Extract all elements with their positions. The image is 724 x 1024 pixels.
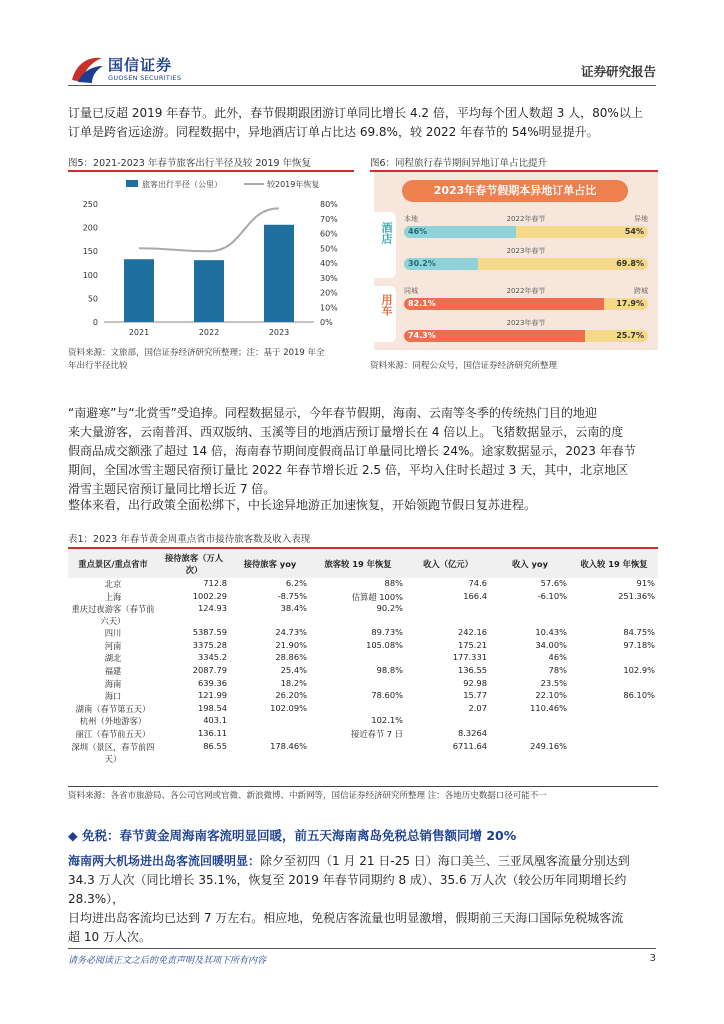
table-cell: 福建 (104, 665, 122, 676)
row-year: 2022年春节 (506, 287, 546, 295)
company-logo (70, 52, 210, 88)
table-cell: 178.46% (270, 740, 307, 751)
y-left-tick: 100 (82, 270, 98, 280)
row-year: 2023年春节 (506, 247, 546, 255)
table-cell: 海南 (104, 678, 122, 689)
intro-paragraph (68, 104, 658, 142)
table-cell (570, 715, 658, 728)
table-cell: 15.77 (463, 690, 487, 701)
table-cell (570, 741, 658, 765)
x-axis-ticks (129, 328, 289, 337)
table-cell: 91% (636, 578, 655, 588)
x-tick: 2021 (128, 328, 150, 337)
car-tag-box (374, 286, 396, 342)
y-right-tick: 20% (320, 288, 338, 298)
table-cell: 重庆过夜游客（春节前六天） (71, 604, 155, 627)
table-cell: 639.36 (197, 677, 227, 688)
table1-caption: 表1：2023 年春节黄金周重点省市接待旅客数及收入表现 (68, 534, 311, 545)
row-left-value: 82.1% (408, 299, 436, 308)
table-cell: 124.93 (197, 603, 227, 614)
table-row (68, 603, 658, 627)
table-cell: 丽江（春节前五天） (75, 728, 151, 739)
table-cell (310, 703, 406, 716)
table-cell: 24.73% (275, 627, 307, 638)
paragraph-summary: 整体来看，出行政策全面松绑下，中长途异地游正加速恢复，开始领跑节假日复苏进程。 (68, 498, 537, 512)
table-cell: 89.73% (371, 627, 403, 638)
bar-2023 (264, 225, 294, 322)
bar-2021 (124, 259, 154, 322)
table-cell: 110.46% (530, 702, 567, 713)
table-cell: 四川 (104, 628, 122, 639)
table-cell: 杭州（外地游客） (79, 716, 147, 727)
car-tag: 用车 (380, 294, 393, 316)
hotel-tag: 酒店 (380, 222, 393, 244)
table-cell: 38.4% (280, 603, 307, 614)
table-cell: 河南 (104, 640, 122, 651)
fig6-source: 资料来源：同程公众号，国信证券经济研究所整理 (370, 361, 558, 371)
table-row (68, 640, 658, 653)
table-cell: 242.16 (457, 627, 487, 638)
logo-cn-text: 国信证券 (108, 56, 173, 74)
table-cell (570, 652, 658, 665)
table-cell (406, 603, 490, 627)
table-cell: 97.18% (623, 639, 655, 650)
y-left-tick: 50 (87, 294, 98, 304)
fig6-banner: 2023年春节假期本异地订单占比 (402, 180, 628, 202)
legend-label-bar: 旅客出行半径（公里） (142, 180, 222, 189)
table-cell: -8.75% (277, 590, 307, 601)
y-left-tick: 200 (82, 223, 98, 233)
y-right-tick: 30% (320, 273, 338, 283)
table-cell: 74.6 (468, 578, 487, 588)
bar-series (124, 225, 294, 322)
table-cell: 22.10% (535, 690, 567, 701)
y-right-tick: 40% (320, 259, 338, 268)
table-cell: 34.00% (535, 639, 567, 650)
footer-divider (68, 948, 656, 949)
table-cell: 26.20% (275, 690, 307, 701)
table-cell: 166.4 (463, 590, 487, 601)
table-cell: 湖北 (104, 653, 122, 664)
table-row (68, 678, 658, 691)
table-cell: 46% (548, 652, 567, 663)
hainan-lead: 海南两大机场进出岛客流回暖明显： (68, 854, 261, 868)
y-left-tick: 0 (92, 318, 98, 327)
fig6-row (404, 246, 648, 276)
row-year: 2022年春节 (506, 215, 546, 223)
table-row (68, 578, 658, 591)
recovery-line (139, 208, 279, 251)
table-cell: 21.90% (275, 639, 307, 650)
x-tick: 2023 (268, 328, 290, 337)
fig5-chart (68, 174, 358, 344)
y-right-tick: 80% (320, 200, 338, 209)
table-cell: 25.4% (280, 664, 307, 675)
table-cell: 105.08% (366, 639, 403, 650)
table-cell: 18.2% (280, 677, 307, 688)
table-cell: 102.09% (270, 702, 307, 713)
table-cell: 98.8% (376, 664, 403, 675)
table-cell: 57.6% (540, 578, 567, 588)
table-cell: 86.10% (623, 690, 655, 701)
para2-line-4: 期间，全国冰雪主题民宿预订量比 2022 年春节增长近 2.5 倍，平均入住时长超过 3 天，其中，北京地区 (68, 463, 629, 477)
table-cell: 6.2% (285, 578, 307, 588)
table-header-row (68, 548, 658, 578)
table-cell: 90.2% (376, 603, 403, 614)
tourism-table (68, 547, 658, 765)
table-cell: 102.9% (623, 664, 655, 675)
table-cell: 2.07 (468, 702, 487, 713)
table-cell (310, 652, 406, 665)
fig6-row (404, 214, 648, 244)
row-right-value: 17.9% (616, 299, 644, 308)
table-cell: 湖南（春节第五天） (75, 703, 151, 714)
table-cell: 177.331 (452, 652, 487, 663)
legend-label-line: 较2019年恢复 (267, 180, 320, 189)
table-cell: 78.60% (371, 690, 403, 701)
row-left-label: 本地 (404, 215, 418, 223)
table-cell: 88% (384, 578, 403, 588)
table1-source: 资料来源：各省市旅游局、各公司官网或官微、新浪微博、中新网等，国信证券经济研究所整理 注：各地历史数据口径可能不一 (68, 791, 547, 801)
table-cell: 251.36% (618, 590, 655, 601)
table-cell: -6.10% (537, 590, 567, 601)
fig6-row (404, 318, 648, 348)
table-cell: 249.16% (530, 740, 567, 751)
y-right-tick: 0% (320, 318, 333, 327)
table-cell (406, 715, 490, 728)
col-header: 接待旅客（万人次） (158, 548, 230, 578)
hotel-tag-box (374, 212, 396, 278)
table-cell: 8.3264 (457, 727, 487, 738)
footer-disclaimer: 请务必阅读正文之后的免责声明及其项下所有内容 (68, 956, 267, 966)
paragraph-hainan (68, 852, 658, 947)
table-cell: 121.99 (197, 690, 227, 701)
hainan-line-2: 34.3 万人次（同比增长 35.1%，恢复至 2019 年春节同期约 8 成）、35.6 万人次（较公历年同期增长约 28.3%）， (68, 873, 627, 906)
fig6-infographic (374, 172, 658, 350)
table-cell (570, 728, 658, 741)
para2-line-1: “南避寒”与“北赏雪”受追捧。同程数据显示，今年春节假期，海南、云南等冬季的传统热门目的地迎 (68, 406, 597, 420)
table-cell (310, 741, 406, 765)
table-cell: 28.86% (275, 652, 307, 663)
y-right-tick: 10% (320, 303, 338, 313)
table-row (68, 690, 658, 703)
table-cell: 23.5% (540, 677, 567, 688)
table-cell: 2087.79 (192, 664, 227, 675)
table-cell: 102.1% (371, 715, 403, 726)
col-header: 收入（亿元） (406, 548, 490, 578)
table-row (68, 591, 658, 604)
hainan-line-3: 日均进出岛客流均已达到 7 万左右。相应地，免税店客流量也明显激增，假期前三天海口国际免税城客流 (68, 911, 624, 925)
bar-2022 (194, 260, 224, 322)
table-row (68, 652, 658, 665)
row-left-value: 74.3% (408, 331, 436, 340)
table-cell: 84.75% (623, 627, 655, 638)
chart-legend (126, 179, 319, 189)
table-row (68, 728, 658, 741)
table-cell (570, 703, 658, 716)
table-cell (490, 728, 570, 741)
table-cell: 198.54 (197, 702, 227, 713)
table-cell: 78% (548, 664, 567, 675)
guosen-logo-icon (70, 54, 104, 84)
table-cell (230, 715, 310, 728)
row-year: 2023年春节 (506, 319, 546, 327)
para2-line-3: 假商品成交额涨了超过 14 倍，海南春节期间度假商品订单量同比增长 24%。途家数据显示，2023 年春节 (68, 444, 636, 458)
table-cell: 712.8 (203, 578, 227, 588)
fig5-rule (68, 170, 354, 172)
intro-line-2: 订单是跨省远途游。同程数据中，异地酒店订单占比达 69.8%，较 2022 年春节的 54%明显提升。 (68, 125, 599, 139)
table-cell (490, 715, 570, 728)
table-cell: 北京 (104, 579, 122, 589)
header-divider (68, 85, 656, 86)
table-cell: 6711.64 (452, 740, 487, 751)
row-right-value: 25.7% (616, 331, 644, 340)
col-header: 收入 yoy (490, 548, 570, 578)
hainan-line-1 (68, 852, 658, 871)
fig5-source-line-2: 年出行半径比较 (68, 361, 128, 371)
table-cell: 1002.29 (192, 590, 227, 601)
para2-line-2: 来大量游客，云南普洱、西双版纳、玉溪等目的地酒店预订量增长在 4 倍以上。飞猪数据显示，云南的度 (68, 425, 624, 439)
row-right-label: 异地 (634, 215, 648, 223)
intro-line-1: 订量已反超 2019 年春节。此外，春节假期跟团游订单同比增长 4.2 倍，平均每个团人数超 3 人，80%以上 (68, 106, 643, 120)
table-row (68, 715, 658, 728)
table-body (68, 578, 658, 765)
table-cell: 5387.59 (192, 627, 227, 638)
legend-swatch-bar (126, 180, 138, 187)
y-right-tick: 50% (320, 244, 338, 254)
row-left-value: 30.2% (408, 259, 436, 268)
table-cell: 3345.2 (197, 652, 227, 663)
y-left-tick: 250 (82, 200, 98, 209)
row-right-value: 69.8% (616, 259, 644, 268)
page-number: 3 (649, 953, 656, 964)
para2-line-5: 滑雪主题民宿预订量同比增长近 7 倍。 (68, 482, 276, 496)
table-cell (570, 678, 658, 691)
table-cell: 175.21 (457, 639, 487, 650)
hainan-line-4: 超 10 万人次。 (68, 930, 151, 944)
fig6-caption: 图6：同程旅行春节期间异地订单占比提升 (370, 158, 548, 169)
table-cell: 136.55 (457, 664, 487, 675)
fig5-source (68, 347, 360, 373)
table-cell (490, 603, 570, 627)
table-row (68, 665, 658, 678)
col-header: 旅客较 19 年恢复 (310, 548, 406, 578)
y-axis-right (320, 200, 338, 327)
fig5-source-line-1: 资料来源：文旅部，国信证券经济研究所整理；注：基于 2019 年全 (68, 348, 325, 358)
table-cell: 403.1 (203, 715, 227, 726)
section-title-duty-free: ◆ 免税：春节黄金周海南客流明显回暖，前五天海南离岛免税总销售额同增 20% (68, 828, 517, 843)
table-cell: 深圳（景区，春节前四天） (71, 741, 155, 764)
table-row (68, 741, 658, 765)
y-axis-left (83, 200, 98, 327)
y-right-tick: 60% (320, 229, 338, 239)
table-cell: 10.43% (535, 627, 567, 638)
x-tick: 2022 (198, 328, 220, 337)
table-cell: 136.11 (197, 727, 227, 738)
paragraph-south-north (68, 404, 658, 499)
logo-en-text: GUOSEN SECURITIES (108, 74, 182, 82)
row-right-value: 54% (624, 227, 644, 236)
y-left-tick: 150 (82, 247, 98, 257)
col-header: 收入较 19 年恢复 (570, 548, 658, 578)
table-row (68, 627, 658, 640)
table-cell: 接近春节 7 日 (350, 728, 403, 739)
fig5-caption: 图5：2021-2023 年春节旅客出行半径及较 2019 年恢复 (68, 158, 312, 169)
report-type: 证券研究报告 (580, 64, 656, 79)
table-cell: 估算超 100% (351, 591, 403, 602)
table-cell: 86.55 (203, 740, 227, 751)
fig6-row (404, 286, 648, 316)
table-cell: 海口 (104, 691, 122, 702)
table-row (68, 703, 658, 716)
table-bottom-rule (68, 786, 658, 787)
y-right-tick: 70% (320, 214, 338, 224)
row-left-label: 同城 (404, 287, 418, 295)
col-header: 接待旅客 yoy (230, 548, 310, 578)
table-cell: 3375.28 (192, 639, 227, 650)
row-left-value: 46% (408, 227, 428, 236)
table-cell (570, 603, 658, 627)
table-cell: 上海 (104, 591, 122, 602)
table-cell (230, 728, 310, 741)
table-cell (310, 678, 406, 691)
row-right-label: 跨城 (634, 287, 648, 295)
col-header: 重点景区/重点省市 (68, 548, 158, 578)
hainan-line-1-rest: 除夕至初四（1 月 21 日-25 日）海口美兰、三亚凤凰客流量分别达到 (260, 854, 630, 868)
table-cell: 92.98 (463, 677, 487, 688)
